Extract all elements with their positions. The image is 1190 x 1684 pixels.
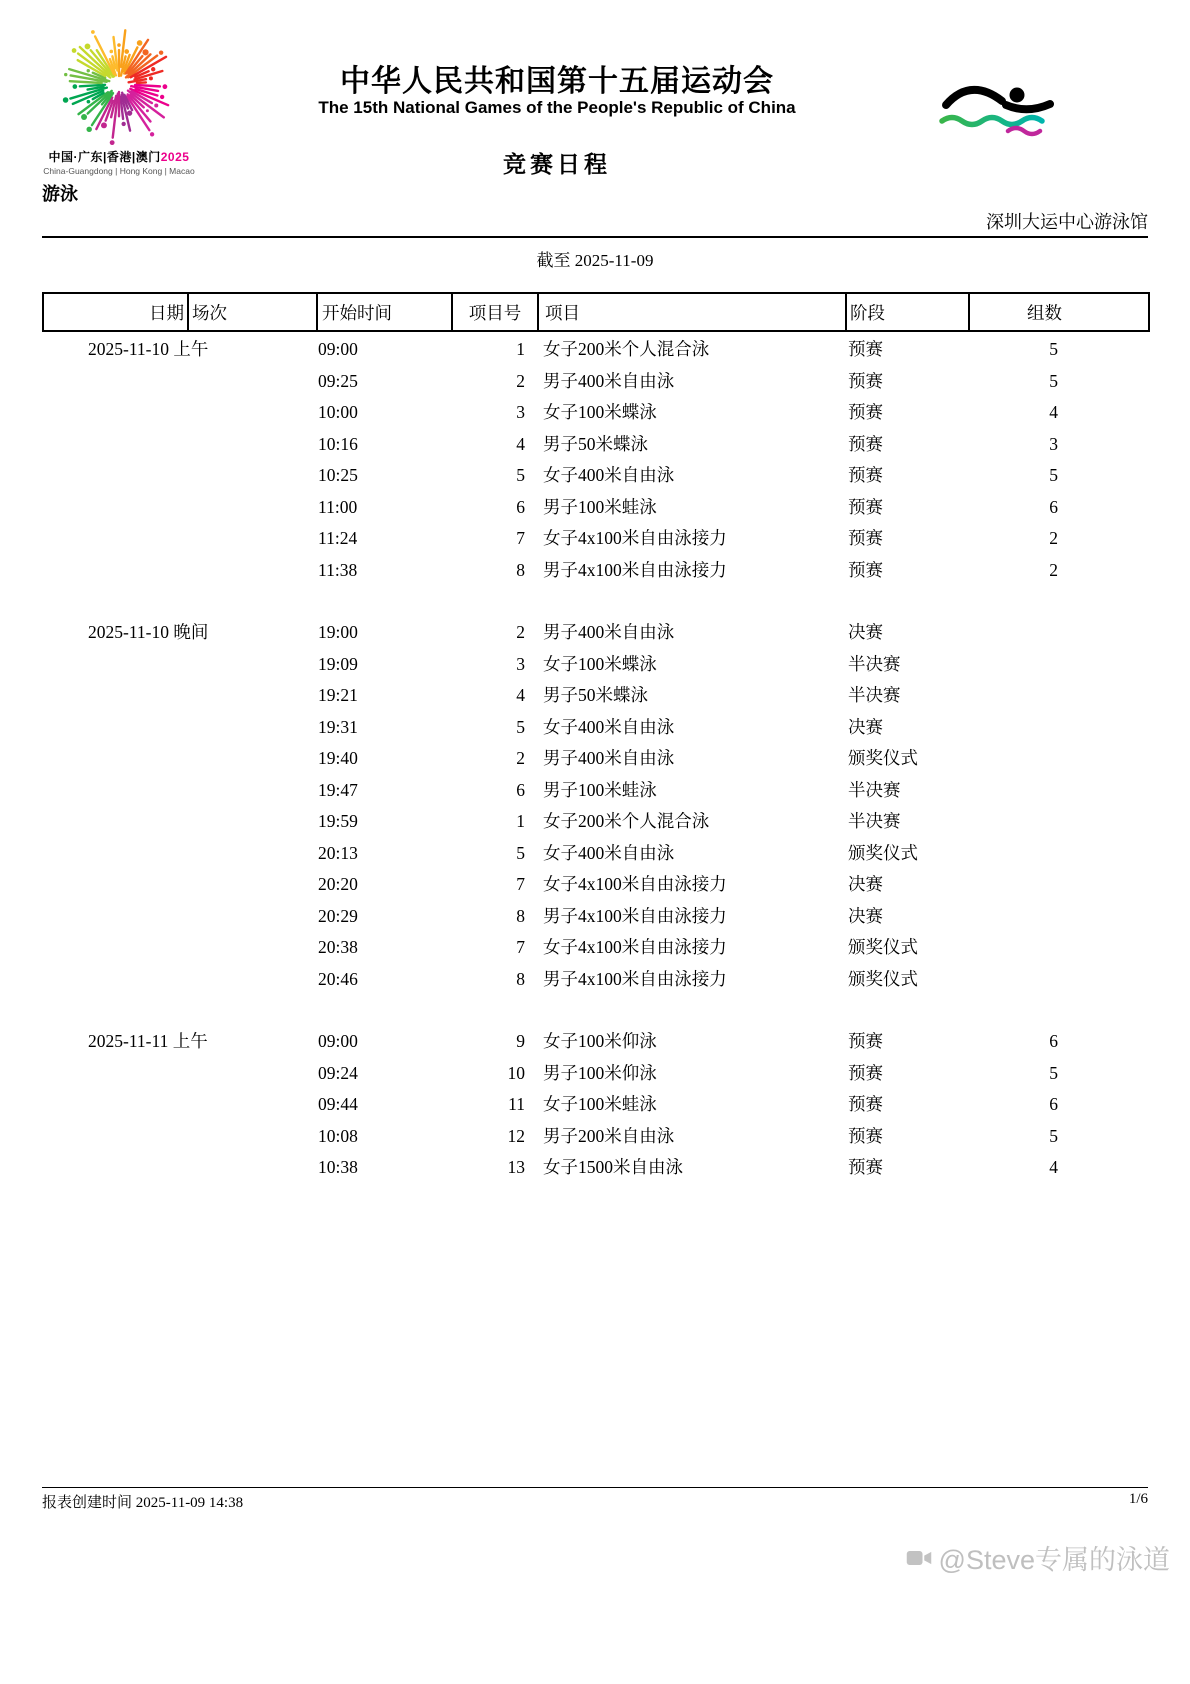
table-row: [42, 523, 1148, 555]
event-number: 7: [516, 874, 525, 894]
event-number: 7: [516, 528, 525, 548]
table-row: [42, 964, 1148, 996]
table-row: [42, 1026, 1148, 1058]
group-count: [968, 869, 1148, 901]
session-date: 2025-11-10 晚间: [88, 622, 209, 642]
start-time: 20:46: [318, 968, 358, 989]
event-name: 男子100米仰泳: [543, 1062, 657, 1083]
start-time: 11:38: [318, 559, 358, 580]
table-row: [42, 680, 1148, 712]
start-time: 10:25: [318, 465, 358, 485]
table-row: [42, 460, 1148, 492]
session-date: [42, 1089, 316, 1121]
col-header-event-no: 项目号: [452, 293, 538, 331]
group-count: 5: [1049, 1062, 1058, 1083]
session-date: 2025-11-10 上午: [88, 339, 209, 359]
session-date: [42, 460, 316, 492]
session-date: [42, 775, 316, 807]
session-date: 2025-11-11 上午: [88, 1031, 208, 1051]
sport-label: 游泳: [42, 184, 78, 204]
col-header-time: 开始时间: [317, 293, 452, 331]
report-created-label: 报表创建时间 2025-11-09 14:38: [42, 1495, 244, 1511]
session-date: [42, 429, 316, 461]
event-name: 男子100米蛙泳: [543, 779, 657, 800]
table-row: [42, 555, 1148, 587]
session-date: [42, 680, 316, 712]
event-name: 女子4x100米自由泳接力: [543, 874, 727, 894]
start-time: 09:00: [318, 1031, 358, 1051]
stage: 决赛: [848, 716, 883, 737]
event-number: 4: [516, 685, 525, 705]
stage: 预赛: [848, 496, 883, 517]
event-number: 2: [516, 622, 525, 642]
col-header-event: 项目: [538, 293, 846, 331]
stage: 决赛: [848, 874, 883, 894]
stage: 预赛: [848, 402, 883, 422]
event-name: 女子100米蝶泳: [543, 653, 657, 674]
event-number: 5: [516, 465, 525, 485]
event-name: 男子50米蝶泳: [543, 685, 648, 705]
table-row: [42, 617, 1148, 649]
event-name: 女子400米自由泳: [543, 465, 675, 485]
event-number: 8: [516, 968, 525, 989]
stage: 半决赛: [848, 653, 901, 674]
session-date: [42, 806, 316, 838]
session-date: [42, 366, 316, 398]
header-row: [43, 293, 1149, 331]
col-header-stage: 阶段: [846, 293, 969, 331]
session-date: [42, 1058, 316, 1090]
group-count: [968, 649, 1148, 681]
table-row: [42, 366, 1148, 398]
start-time: 09:25: [318, 370, 358, 391]
session-date: [42, 869, 316, 901]
group-count: [968, 680, 1148, 712]
stage: 预赛: [848, 559, 883, 580]
table-row: [42, 869, 1148, 901]
camera-icon: [905, 1544, 933, 1572]
schedule-table-header: [42, 292, 1150, 332]
table-row: [42, 429, 1148, 461]
group-count: [968, 838, 1148, 870]
group-count: [968, 806, 1148, 838]
col-header-groups: 组数: [969, 293, 1149, 331]
table-row: [42, 806, 1148, 838]
table-body: [42, 334, 1148, 1215]
session-date: [42, 712, 316, 744]
group-count: [968, 901, 1148, 933]
event-name: 女子400米自由泳: [543, 842, 675, 863]
event-number: 2: [516, 748, 525, 768]
event-name: 男子4x100米自由泳接力: [543, 559, 727, 580]
event-name: 女子200米个人混合泳: [543, 339, 710, 359]
event-name: 女子1500米自由泳: [543, 1157, 683, 1177]
session-date: [42, 1121, 316, 1153]
page-footer: [42, 1491, 1148, 1512]
page-subtitle: The 15th National Games of the People's Republic of China: [318, 98, 796, 117]
stage: 预赛: [848, 1125, 883, 1146]
group-count: 3: [1049, 433, 1058, 454]
start-time: 19:21: [318, 685, 358, 705]
start-time: 19:59: [318, 811, 358, 831]
event-number: 1: [516, 811, 525, 831]
group-count: 5: [1049, 370, 1058, 391]
session-block: [42, 1026, 1148, 1184]
col-header-date: 日期: [43, 293, 188, 331]
start-time: 10:08: [318, 1125, 358, 1146]
session-block: [42, 334, 1148, 586]
table-row: [42, 1121, 1148, 1153]
col-header-session: 场次: [188, 293, 317, 331]
group-count: 6: [1049, 496, 1058, 517]
venue-label: 深圳大运中心游泳馆: [986, 212, 1148, 232]
table-row: [42, 775, 1148, 807]
event-name: 女子200米个人混合泳: [543, 811, 710, 831]
doc-title: 竞赛日程: [503, 151, 611, 177]
as-of-date: 截至 2025-11-09: [536, 251, 654, 270]
start-time: 11:00: [318, 496, 358, 517]
group-count: [968, 617, 1148, 649]
event-number: 9: [516, 1031, 525, 1051]
stage: 预赛: [848, 370, 883, 391]
event-number: 8: [516, 559, 525, 580]
group-count: 4: [1049, 1157, 1058, 1177]
event-name: 男子200米自由泳: [543, 1125, 675, 1146]
stage: 预赛: [848, 1157, 883, 1177]
table-row: [42, 1152, 1148, 1184]
group-count: 6: [1049, 1031, 1058, 1051]
event-number: 1: [516, 339, 525, 359]
stage: 预赛: [848, 433, 883, 454]
event-name: 女子400米自由泳: [543, 716, 675, 737]
start-time: 09:24: [318, 1062, 358, 1083]
start-time: 09:44: [318, 1094, 358, 1114]
event-name: 男子50米蝶泳: [543, 433, 648, 454]
table-row: [42, 397, 1148, 429]
event-number: 13: [507, 1157, 525, 1177]
table-row: [42, 649, 1148, 681]
event-name: 男子400米自由泳: [543, 370, 675, 391]
start-time: 09:00: [318, 339, 358, 359]
group-count: 2: [1049, 528, 1058, 548]
table-row: [42, 932, 1148, 964]
group-count: 5: [1049, 1125, 1058, 1146]
table-row: [42, 838, 1148, 870]
event-name: 女子100米蛙泳: [543, 1094, 657, 1114]
header-divider: [42, 236, 1148, 238]
stage: 颁奖仪式: [848, 748, 918, 768]
table-row: [42, 743, 1148, 775]
session-date: [42, 649, 316, 681]
event-name: 男子4x100米自由泳接力: [543, 905, 727, 926]
event-number: 10: [507, 1062, 525, 1083]
session-date: [42, 555, 316, 587]
stage: 半决赛: [848, 779, 901, 800]
group-count: 5: [1049, 339, 1058, 359]
stage: 半决赛: [848, 811, 901, 831]
stage: 预赛: [848, 528, 883, 548]
event-number: 3: [516, 653, 525, 674]
session-date: [42, 523, 316, 555]
session-date: [42, 838, 316, 870]
start-time: 19:00: [318, 622, 358, 642]
group-count: [968, 775, 1148, 807]
start-time: 10:16: [318, 433, 358, 454]
table-row: [42, 1089, 1148, 1121]
group-count: 6: [1049, 1094, 1058, 1114]
event-number: 7: [516, 937, 525, 957]
stage: 半决赛: [848, 685, 901, 705]
start-time: 11:24: [318, 528, 358, 548]
logo-caption-year: 2025: [160, 150, 190, 164]
session-date: [42, 901, 316, 933]
event-number: 2: [516, 370, 525, 391]
event-number: 6: [516, 496, 525, 517]
start-time: 19:40: [318, 748, 358, 768]
event-number: 3: [516, 402, 525, 422]
logo-caption-en: China-Guangdong | Hong Kong | Macao: [43, 166, 195, 176]
event-name: 男子400米自由泳: [543, 748, 675, 768]
group-count: [968, 932, 1148, 964]
footer-divider: [42, 1487, 1148, 1488]
stage: 决赛: [848, 905, 883, 926]
event-name: 男子400米自由泳: [543, 622, 675, 642]
event-name: 男子4x100米自由泳接力: [543, 968, 727, 989]
session-date: [42, 1152, 316, 1184]
start-time: 20:20: [318, 874, 358, 894]
event-name: 女子4x100米自由泳接力: [543, 528, 727, 548]
session-date: [42, 932, 316, 964]
page-number: 1/6: [1128, 1491, 1148, 1507]
group-count: [968, 964, 1148, 996]
session-block: [42, 617, 1148, 995]
event-number: 4: [516, 433, 525, 454]
stage: 预赛: [848, 1094, 883, 1114]
stage: 决赛: [848, 622, 883, 642]
group-count: 5: [1049, 465, 1058, 485]
event-name: 女子100米仰泳: [543, 1031, 657, 1051]
event-name: 女子100米蝶泳: [543, 402, 657, 422]
watermark-text: @Steve专属的泳道: [938, 1545, 1170, 1575]
table-row: [42, 901, 1148, 933]
table-row: [42, 334, 1148, 366]
start-time: 10:00: [318, 402, 358, 422]
stage: 预赛: [848, 1062, 883, 1083]
group-count: 2: [1049, 559, 1058, 580]
start-time: 20:29: [318, 905, 358, 926]
group-count: [968, 743, 1148, 775]
group-count: [968, 712, 1148, 744]
logo-caption-cn: 中国·广东|香港|澳门: [48, 150, 161, 164]
stage: 颁奖仪式: [848, 842, 918, 863]
stage: 预赛: [848, 465, 883, 485]
event-number: 5: [516, 842, 525, 863]
start-time: 10:38: [318, 1157, 358, 1177]
start-time: 20:38: [318, 937, 358, 957]
event-number: 5: [516, 716, 525, 737]
table-row: [42, 492, 1148, 524]
stage: 预赛: [848, 339, 883, 359]
table-row: [42, 1058, 1148, 1090]
start-time: 20:13: [318, 842, 358, 863]
session-date: [42, 964, 316, 996]
start-time: 19:47: [318, 779, 358, 800]
event-number: 12: [507, 1125, 525, 1146]
watermark: [905, 1538, 1170, 1577]
table-row: [42, 712, 1148, 744]
event-name: 男子100米蛙泳: [543, 496, 657, 517]
page-title: 中华人民共和国第十五届运动会: [340, 65, 774, 98]
session-date: [42, 492, 316, 524]
stage: 颁奖仪式: [848, 968, 918, 989]
event-number: 11: [508, 1094, 525, 1114]
stage: 预赛: [848, 1031, 883, 1051]
event-number: 6: [516, 779, 525, 800]
event-name: 女子4x100米自由泳接力: [543, 937, 727, 957]
stage: 颁奖仪式: [848, 937, 918, 957]
start-time: 19:31: [318, 716, 358, 737]
start-time: 19:09: [318, 653, 358, 674]
event-number: 8: [516, 905, 525, 926]
session-date: [42, 743, 316, 775]
session-date: [42, 397, 316, 429]
group-count: 4: [1049, 402, 1058, 422]
